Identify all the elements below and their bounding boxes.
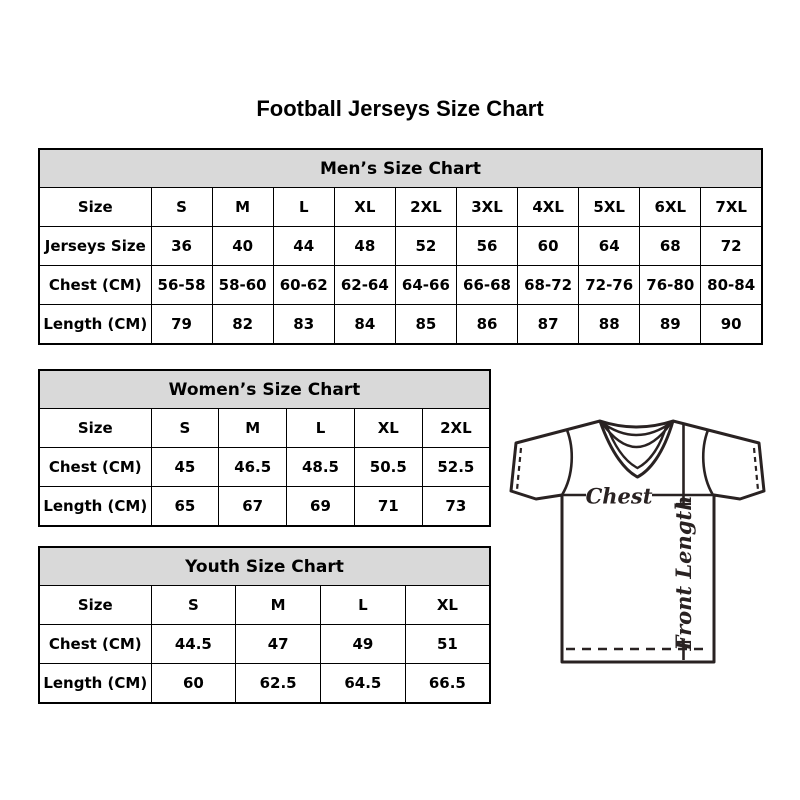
mens-cell: 4XL <box>518 188 579 227</box>
youth-cell: L <box>321 586 406 625</box>
youth-cell: 49 <box>321 625 406 664</box>
womens-cell: 69 <box>287 487 355 527</box>
womens-cell: 2XL <box>422 409 490 448</box>
youth-row-header: Size <box>39 586 151 625</box>
womens-cell: M <box>219 409 287 448</box>
mens-cell: 3XL <box>456 188 517 227</box>
youth-cell: 66.5 <box>405 664 490 704</box>
youth-row-header: Chest (CM) <box>39 625 151 664</box>
mens-cell: XL <box>334 188 395 227</box>
womens-cell: 73 <box>422 487 490 527</box>
womens-cell: 45 <box>151 448 219 487</box>
womens-table-row <box>39 448 490 487</box>
mens-cell: 84 <box>334 305 395 345</box>
womens-row-header: Chest (CM) <box>39 448 151 487</box>
mens-cell: 90 <box>701 305 762 345</box>
womens-table-title: Women’s Size Chart <box>39 370 490 409</box>
youth-table-title: Youth Size Chart <box>39 547 490 586</box>
mens-cell: L <box>273 188 334 227</box>
mens-cell: 68-72 <box>518 266 579 305</box>
mens-cell: 82 <box>212 305 273 345</box>
womens-cell: S <box>151 409 219 448</box>
mens-row-header: Chest (CM) <box>39 266 151 305</box>
mens-cell: 79 <box>151 305 212 345</box>
mens-cell: 86 <box>456 305 517 345</box>
womens-table-row <box>39 409 490 448</box>
mens-table-row <box>39 305 762 345</box>
mens-table-title: Men’s Size Chart <box>39 149 762 188</box>
mens-cell: 89 <box>640 305 701 345</box>
youth-cell: 44.5 <box>151 625 236 664</box>
mens-cell: 85 <box>395 305 456 345</box>
youth-cell: S <box>151 586 236 625</box>
mens-row-header: Length (CM) <box>39 305 151 345</box>
youth-table-row <box>39 625 490 664</box>
mens-cell: 66-68 <box>456 266 517 305</box>
womens-cell: 52.5 <box>422 448 490 487</box>
youth-size-table <box>38 546 491 704</box>
mens-table-row <box>39 188 762 227</box>
mens-cell: 2XL <box>395 188 456 227</box>
jersey-diagram-svg <box>500 403 775 678</box>
mens-cell: 64 <box>579 227 640 266</box>
mens-cell: 60-62 <box>273 266 334 305</box>
mens-cell: 76-80 <box>640 266 701 305</box>
mens-cell: 40 <box>212 227 273 266</box>
mens-cell: 7XL <box>701 188 762 227</box>
youth-cell: 47 <box>236 625 321 664</box>
womens-cell: 50.5 <box>354 448 422 487</box>
mens-cell: 44 <box>273 227 334 266</box>
mens-cell: 5XL <box>579 188 640 227</box>
mens-cell: 48 <box>334 227 395 266</box>
mens-cell: 87 <box>518 305 579 345</box>
mens-table-row <box>39 266 762 305</box>
youth-cell: 60 <box>151 664 236 704</box>
mens-cell: 52 <box>395 227 456 266</box>
mens-cell: 56 <box>456 227 517 266</box>
mens-cell: 60 <box>518 227 579 266</box>
youth-table-row <box>39 664 490 704</box>
womens-cell: XL <box>354 409 422 448</box>
womens-cell: 65 <box>151 487 219 527</box>
mens-cell: 6XL <box>640 188 701 227</box>
mens-size-table <box>38 148 763 345</box>
mens-cell: 72-76 <box>579 266 640 305</box>
mens-cell: 68 <box>640 227 701 266</box>
youth-row-header: Length (CM) <box>39 664 151 704</box>
mens-cell: 72 <box>701 227 762 266</box>
mens-cell: 36 <box>151 227 212 266</box>
chest-label: Chest <box>585 483 653 509</box>
youth-table-row <box>39 586 490 625</box>
womens-cell: 67 <box>219 487 287 527</box>
womens-cell: L <box>287 409 355 448</box>
womens-size-table <box>38 369 491 527</box>
womens-cell: 48.5 <box>287 448 355 487</box>
jersey-outline <box>511 421 764 662</box>
womens-cell: 71 <box>354 487 422 527</box>
youth-cell: M <box>236 586 321 625</box>
mens-cell: S <box>151 188 212 227</box>
mens-cell: M <box>212 188 273 227</box>
mens-cell: 62-64 <box>334 266 395 305</box>
mens-cell: 80-84 <box>701 266 762 305</box>
womens-row-header: Length (CM) <box>39 487 151 527</box>
womens-row-header: Size <box>39 409 151 448</box>
front-length-label: Front Length <box>671 495 696 651</box>
jersey-diagram <box>500 403 775 678</box>
youth-cell: XL <box>405 586 490 625</box>
womens-cell: 46.5 <box>219 448 287 487</box>
youth-cell: 51 <box>405 625 490 664</box>
mens-cell: 58-60 <box>212 266 273 305</box>
youth-cell: 62.5 <box>236 664 321 704</box>
mens-cell: 56-58 <box>151 266 212 305</box>
mens-cell: 83 <box>273 305 334 345</box>
youth-cell: 64.5 <box>321 664 406 704</box>
page-title: Football Jerseys Size Chart <box>256 96 544 121</box>
mens-row-header: Jerseys Size <box>39 227 151 266</box>
mens-cell: 64-66 <box>395 266 456 305</box>
womens-table-row <box>39 487 490 527</box>
mens-table-row <box>39 227 762 266</box>
mens-cell: 88 <box>579 305 640 345</box>
mens-row-header: Size <box>39 188 151 227</box>
